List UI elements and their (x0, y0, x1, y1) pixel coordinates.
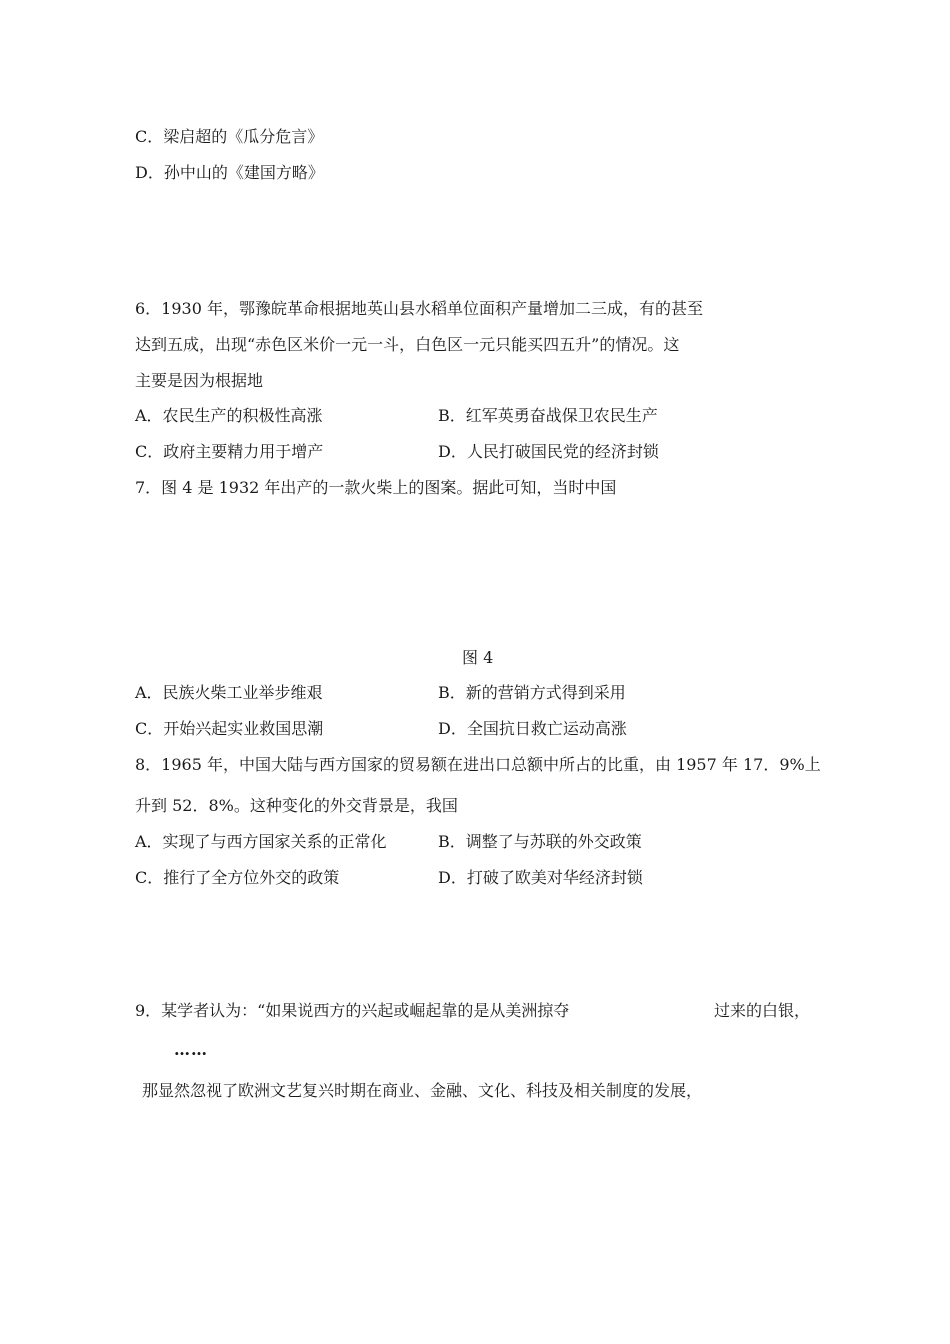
q7-option-d: D．全国抗日救亡运动高涨 (438, 719, 627, 738)
q5-option-c: C．梁启超的《瓜分危言》 (135, 127, 324, 146)
q6-option-c: C．政府主要精力用于增产 (135, 442, 324, 461)
q9-ellipsis: …… (174, 1040, 208, 1059)
q7-stem-line1: 7．图 4 是 1932 年出产的一款火柴上的图案。据此可知，当时中国 (135, 478, 617, 497)
q6-stem-line2: 达到五成，出现“赤色区米价一元一斗，白色区一元只能买四五升”的情况。这 (135, 335, 680, 354)
q9-stem-line1-part2: 过来的白银， (714, 1001, 811, 1020)
q7-option-a: A．民族火柴工业举步维艰 (135, 683, 323, 702)
q6-option-b: B．红军英勇奋战保卫农民生产 (438, 406, 658, 425)
q7-option-b: B．新的营销方式得到采用 (438, 683, 626, 702)
q6-stem-line3: 主要是因为根据地 (135, 371, 264, 390)
q9-stem-line2: 那显然忽视了欧洲文艺复兴时期在商业、金融、文化、科技及相关制度的发展， (142, 1081, 703, 1100)
q8-option-b: B．调整了与苏联的外交政策 (438, 832, 642, 851)
figure-caption: 图 4 (462, 648, 494, 667)
q5-option-d: D．孙中山的《建国方略》 (135, 163, 324, 182)
q8-option-c: C．推行了全方位外交的政策 (135, 868, 340, 887)
q6-option-a: A．农民生产的积极性高涨 (135, 406, 323, 425)
q7-option-c: C．开始兴起实业救国思潮 (135, 719, 324, 738)
q8-option-d: D．打破了欧美对华经济封锁 (438, 868, 643, 887)
q9-stem-line1-part1: 9．某学者认为：“如果说西方的兴起或崛起靠的是从美洲掠夺 (135, 1001, 570, 1020)
q6-option-d: D．人民打破国民党的经济封锁 (438, 442, 659, 461)
q8-stem-line2: 升到 52．8%。这种变化的外交背景是，我国 (135, 796, 458, 815)
q8-option-a: A．实现了与西方国家关系的正常化 (135, 832, 387, 851)
q8-stem-line1: 8．1965 年，中国大陆与西方国家的贸易额在进出口总额中所占的比重，由 1957 年 17．9%上 (135, 755, 821, 774)
q6-stem-line1: 6．1930 年，鄂豫皖革命根据地英山县水稻单位面积产量增加二三成，有的甚至 (135, 299, 703, 318)
